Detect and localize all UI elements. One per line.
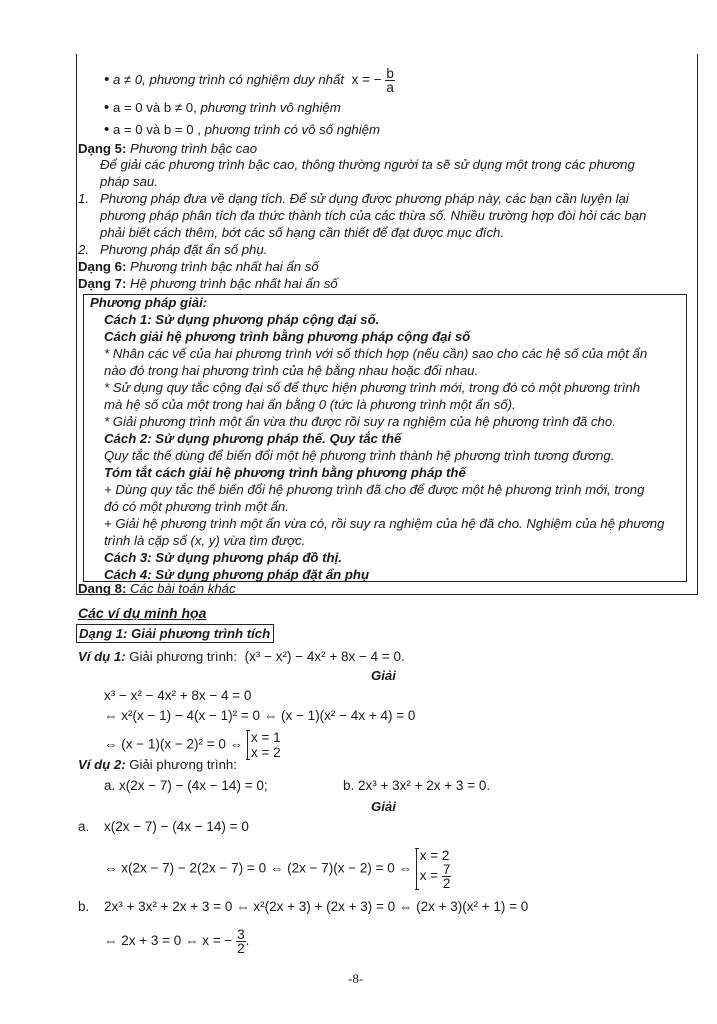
rule-1: • a ≠ 0, phương trình có nghiệm duy nhất x = − $\frac{b}{a}$ <box>104 66 394 95</box>
method-1-line: phương pháp phân tích đa thức thành tích của các thừa số. Nhiều trường hợp đòi hỏi các bạn <box>100 208 647 223</box>
examples-heading: Các ví dụ minh họa <box>78 605 207 621</box>
method-text: Quy tắc thế dùng để biến đổi một hệ phương trình thành hệ phương trình tương đương. <box>104 448 615 463</box>
bullet-icon: • <box>104 70 110 88</box>
fraction-7-2: $\frac{7}{2}$ <box>442 862 451 891</box>
method-text: mà hệ số của một trong hai ẩn bằng 0 (tức là phương trình một ẩn số). <box>104 397 516 412</box>
method-c2: Cách 2: Sử dụng phương pháp thế. Quy tắc thế <box>104 431 402 446</box>
bullet-icon: • <box>104 121 110 138</box>
method-text: * Nhân các vế của hai phương trình với số thích hợp (nếu cần) sao cho các hệ số của một ẩn <box>104 346 648 361</box>
dang7-heading: Dạng 7: Hệ phương trình bậc nhất hai ẩn số <box>78 276 338 291</box>
dang8-heading: Dạng 8: Các bài toán khác <box>78 581 236 596</box>
solution-line: ⇔ 2x + 3 = 0 ⇔ x = − $\frac{3}{2}$ . <box>104 927 250 956</box>
solution-line: x(2x − 7) − (4x − 14) = 0 <box>104 819 249 834</box>
vd1-line: Ví dụ 1: Giải phương trình: (x³ − x²) − 4x² + 8x − 4 = 0. <box>78 649 405 664</box>
vd2-part-b: b. 2x³ + 3x² + 2x + 3 = 0. <box>343 778 491 793</box>
dang5-intro: Để giải các phương trình bậc cao, thông thường người ta sẽ sử dụng một trong các phương <box>100 157 635 172</box>
bullet-icon: • <box>104 99 110 116</box>
method-c1-sub: Cách giải hệ phương trình bằng phương pháp cộng đại số <box>104 329 471 344</box>
rule-2: • a = 0 và b ≠ 0, phương trình vô nghiệm <box>104 99 341 116</box>
case-brace: x = 2 x = $\frac{7}{2}$ <box>416 848 452 890</box>
page-number: -8- <box>348 971 364 986</box>
method-2-number: 2. <box>78 242 89 257</box>
dang1-title: Dạng 1: Giải phương trình tích <box>76 624 274 643</box>
solution-label: a. <box>78 819 90 834</box>
fraction-b-a: $\frac{b}{a}$ <box>386 66 394 95</box>
method-1-number: 1. <box>78 191 89 206</box>
solution-line: x³ − x² − 4x² + 8x − 4 = 0 <box>104 688 252 703</box>
case-brace: x = 1 x = 2 <box>247 730 281 760</box>
solution-heading: Giải <box>371 668 396 683</box>
method-text: trình là cặp số (x, y) vừa tìm được. <box>104 533 306 548</box>
method-text: * Giải phương trình một ẩn vừa thu được rồi suy ra nghiệm của hệ phương trình đã cho. <box>104 414 616 429</box>
method-1-line: phải biết cách thêm, bớt các số hạng cần thiết để đạt được mục đích. <box>100 225 505 240</box>
solution-line: ⇔ x(2x − 7) − 2(2x − 7) = 0 ⇔ (2x − 7)(x − 2) = 0 ⇔ x = 2 x = $\frac{7}{2}$ <box>104 848 451 891</box>
method-text: nào đó trong hai phương trình của hệ bằng nhau hoặc đối nhau. <box>104 363 479 378</box>
method-1-line: Phương pháp đưa về dạng tích. Để sử dụng được phương pháp này, các bạn cần luyện lại <box>100 191 629 206</box>
method-c3: Cách 3: Sử dụng phương pháp đồ thị. <box>104 550 342 565</box>
method-c2-sub: Tóm tắt cách giải hệ phương trình bằng phương pháp thế <box>104 465 466 480</box>
method-text: + Giải hệ phương trình một ẩn vừa có, rồi suy ra nghiệm của hệ đã cho. Nghiệm của hệ phương <box>104 516 665 531</box>
solution-heading: Giải <box>371 799 396 814</box>
method-text: đó có một phương trình một ẩn. <box>104 499 289 514</box>
method-2-line: Phương pháp đặt ẩn số phụ. <box>100 242 268 257</box>
solution-label: b. <box>78 899 90 914</box>
solution-line: ⇔ x²(x − 1) − 4(x − 1)² = 0 ⇔ (x − 1)(x² − 4x + 4) = 0 <box>104 708 416 723</box>
solution-line: 2x³ + 3x² + 2x + 3 = 0 ⇔ x²(2x + 3) + (2x + 3) = 0 ⇔ (2x + 3)(x² + 1) = 0 <box>104 899 529 914</box>
method-c1: Cách 1: Sử dụng phương pháp cộng đại số. <box>104 312 380 327</box>
vd2-part-a: a. x(2x − 7) − (4x − 14) = 0; <box>104 778 268 793</box>
dang5-intro-2: pháp sau. <box>100 174 158 189</box>
rule-3: • a = 0 và b = 0 , phương trình có vô số nghiệm <box>104 121 380 138</box>
dang6-heading: Dạng 6: Phương trình bậc nhất hai ẩn số <box>78 259 319 274</box>
vd2-line: Ví dụ 2: Giải phương trình: <box>78 757 237 772</box>
dang5-heading: Dạng 5: Phương trình bậc cao <box>78 141 258 156</box>
method-c4: Cách 4: Sử dụng phương pháp đặt ẩn phụ <box>104 567 370 582</box>
solution-line: ⇔ (x − 1)(x − 2)² = 0 ⇔ x = 1 x = 2 <box>104 730 281 760</box>
method-text: + Dùng quy tắc thế biến đổi hệ phương trình đã cho để được một hệ phương trình mới, trong <box>104 482 645 497</box>
fraction-3-2: $\frac{3}{2}$ <box>237 927 245 956</box>
method-text: * Sử dụng quy tắc cộng đại số để thực hiện phương trình mới, trong đó có một phương trình <box>104 380 641 395</box>
method-heading: Phương pháp giải: <box>90 295 208 310</box>
